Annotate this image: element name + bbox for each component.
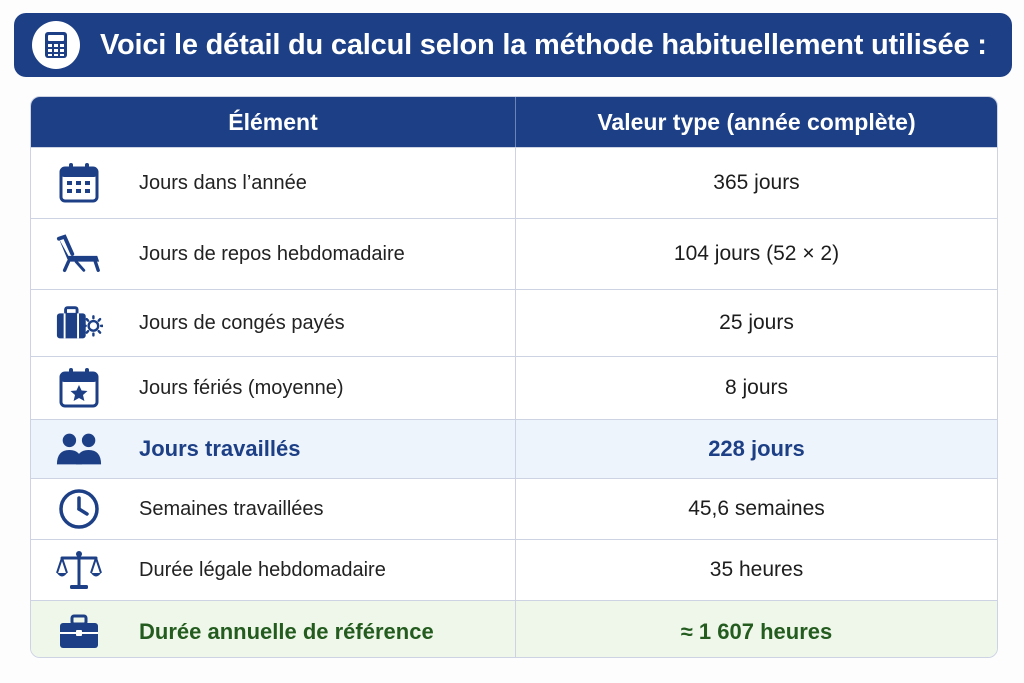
row-value: ≈ 1 607 heures [680,619,833,644]
lounge-chair-icon [55,230,103,278]
suitcase-sun-icon [55,299,103,347]
title-banner [14,13,1012,77]
column-header-element: Élément [31,97,516,147]
table-row [31,218,997,289]
row-label: Jours dans l’année [139,171,307,194]
row-value: 25 jours [719,311,794,334]
scales-icon [55,546,103,594]
column-header-value: Valeur type (année complète) [597,108,916,135]
row-label: Jours de repos hebdomadaire [139,242,405,265]
table-row-highlight [31,600,997,658]
table-row [31,356,997,419]
briefcase-icon [55,608,103,656]
table-row [31,147,997,218]
row-value: 35 heures [709,558,804,581]
row-value: 8 jours [724,376,789,399]
row-value: 228 jours [708,436,805,461]
table-header [31,97,997,147]
page-title: Voici le détail du calcul selon la méthode habituellement utilisée : [100,28,987,61]
row-label: Durée annuelle de référence [139,619,434,644]
table-row-highlight [31,419,997,478]
calendar-icon [55,159,103,207]
row-label: Jours fériés (moyenne) [139,376,344,399]
row-value: 104 jours (52 × 2) [673,242,840,265]
calculation-table [30,96,998,658]
people-icon [55,425,103,473]
row-label: Jours de congés payés [139,311,345,334]
row-label: Semaines travaillées [139,497,324,520]
calculator-icon [32,21,80,69]
row-label: Jours travaillés [139,436,301,461]
calendar-star-icon [55,364,103,412]
row-value: 365 jours [713,171,800,194]
table-row [31,478,997,539]
row-value: 45,6 semaines [688,497,825,520]
row-label: Durée légale hebdomadaire [139,558,386,581]
table-row [31,289,997,356]
clock-icon [55,485,103,533]
table-row [31,539,997,600]
